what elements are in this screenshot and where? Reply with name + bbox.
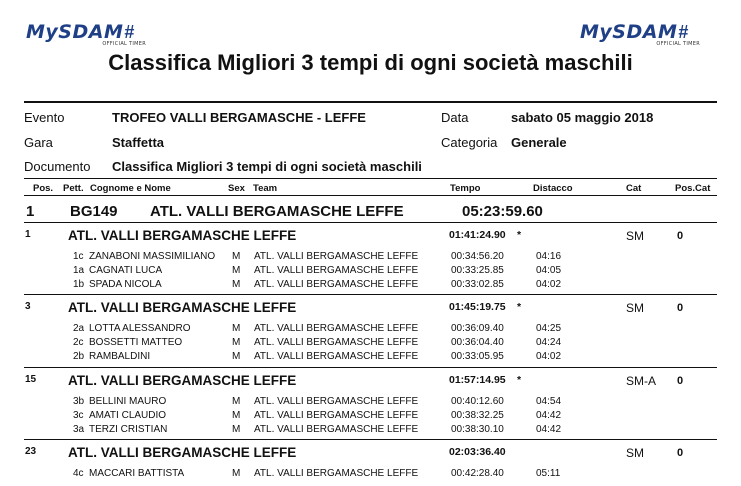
athlete-pett: 4c <box>73 468 84 479</box>
logo-hash-icon: # <box>124 22 135 42</box>
athlete-name: SPADA NICOLA <box>89 279 162 290</box>
athlete-team: ATL. VALLI BERGAMASCHE LEFFE <box>254 251 419 262</box>
athlete-team: ATL. VALLI BERGAMASCHE LEFFE <box>254 424 419 435</box>
athlete-name: TERZI CRISTIAN <box>89 424 168 435</box>
summary-time: 05:23:59.60 <box>462 203 543 220</box>
divider <box>24 222 717 223</box>
athlete-sex: M <box>232 251 241 262</box>
documento-value: Classifica Migliori 3 tempi di ogni società maschili <box>112 159 422 174</box>
divider <box>24 367 717 368</box>
athlete-gap: 04:02 <box>536 279 562 290</box>
summary-pett: BG149 <box>70 203 118 220</box>
athlete-pett: 1a <box>73 265 85 276</box>
gara-label: Gara <box>24 135 53 150</box>
group-poscat: 0 <box>677 375 684 387</box>
group-poscat: 0 <box>677 302 684 314</box>
athlete-time: 00:36:04.40 <box>451 337 504 348</box>
athlete-gap: 05:11 <box>536 468 561 479</box>
athlete-pett: 3b <box>73 396 85 407</box>
athlete-time: 00:33:02.85 <box>451 279 504 290</box>
gara-value: Staffetta <box>112 135 165 150</box>
summary-pos: 1 <box>26 203 35 220</box>
group-pos: 15 <box>25 374 37 385</box>
athlete-gap: 04:02 <box>536 351 562 362</box>
athlete-pett: 3c <box>73 410 84 421</box>
athlete-name: BOSSETTI MATTEO <box>89 337 183 348</box>
athlete-gap: 04:25 <box>536 323 562 334</box>
summary-team: ATL. VALLI BERGAMASCHE LEFFE <box>150 203 404 220</box>
group-mark: * <box>517 301 522 313</box>
athlete-name: CAGNATI LUCA <box>89 265 163 276</box>
categoria-label: Categoria <box>441 135 498 150</box>
athlete-time: 00:33:25.85 <box>451 265 504 276</box>
athlete-sex: M <box>232 351 241 362</box>
athlete-pett: 1c <box>73 251 84 262</box>
divider <box>24 101 717 103</box>
divider <box>24 294 717 295</box>
athlete-time: 00:38:30.10 <box>451 424 504 435</box>
athlete-sex: M <box>232 424 241 435</box>
athlete-name: AMATI CLAUDIO <box>89 410 167 421</box>
categoria-value: Generale <box>511 135 567 150</box>
data-value: sabato 05 maggio 2018 <box>511 110 654 125</box>
athlete-time: 00:40:12.60 <box>451 396 504 407</box>
group-pos: 23 <box>25 446 37 457</box>
athlete-team: ATL. VALLI BERGAMASCHE LEFFE <box>254 396 419 407</box>
group-time: 01:57:14.95 <box>449 374 506 386</box>
page-title: Classifica Migliori 3 tempi di ogni società maschili <box>108 50 633 75</box>
athlete-team: ATL. VALLI BERGAMASCHE LEFFE <box>254 323 419 334</box>
athlete-sex: M <box>232 468 241 479</box>
athlete-team: ATL. VALLI BERGAMASCHE LEFFE <box>254 279 419 290</box>
divider <box>24 439 717 440</box>
group-team: ATL. VALLI BERGAMASCHE LEFFE <box>68 228 297 243</box>
athlete-pett: 2c <box>73 337 84 348</box>
logo-hash-icon: # <box>678 22 689 42</box>
athlete-team: ATL. VALLI BERGAMASCHE LEFFE <box>254 337 419 348</box>
athlete-gap: 04:54 <box>536 396 562 407</box>
logo-wordmark: MySDAM <box>580 21 678 43</box>
athlete-time: 00:33:05.95 <box>451 351 504 362</box>
athlete-sex: M <box>232 337 241 348</box>
group-cat: SM <box>626 446 644 460</box>
athlete-pett: 3a <box>73 424 85 435</box>
col-poscat: Pos.Cat <box>675 183 711 194</box>
logo-tagline: OFFICIAL TIMER <box>656 41 700 47</box>
athlete-team: ATL. VALLI BERGAMASCHE LEFFE <box>254 265 419 276</box>
logo-wordmark: MySDAM <box>26 21 124 43</box>
athlete-pett: 1b <box>73 279 85 290</box>
athlete-time: 00:42:28.40 <box>451 468 504 479</box>
athlete-time: 00:36:09.40 <box>451 323 504 334</box>
group-pos: 1 <box>25 229 31 240</box>
athlete-sex: M <box>232 323 241 334</box>
athlete-name: LOTTA ALESSANDRO <box>89 323 191 334</box>
athlete-gap: 04:42 <box>536 410 562 421</box>
col-tempo: Tempo <box>450 183 481 194</box>
group-cat: SM-A <box>626 374 656 388</box>
group-cat: SM <box>626 229 644 243</box>
documento-label: Documento <box>24 159 91 174</box>
athlete-name: MACCARI BATTISTA <box>89 468 185 479</box>
col-pos: Pos. <box>33 183 54 194</box>
group-poscat: 0 <box>677 230 684 242</box>
group-team: ATL. VALLI BERGAMASCHE LEFFE <box>68 445 297 460</box>
group-team: ATL. VALLI BERGAMASCHE LEFFE <box>68 300 297 315</box>
athlete-gap: 04:24 <box>536 337 562 348</box>
athlete-team: ATL. VALLI BERGAMASCHE LEFFE <box>254 410 419 421</box>
group-pos: 3 <box>25 301 31 312</box>
athlete-name: RAMBALDINI <box>89 351 151 362</box>
athlete-sex: M <box>232 410 241 421</box>
evento-value: TROFEO VALLI BERGAMASCHE - LEFFE <box>112 110 366 125</box>
col-distacco: Distacco <box>533 183 573 194</box>
athlete-time: 00:38:32.25 <box>451 410 504 421</box>
group-mark: * <box>517 374 522 386</box>
athlete-gap: 04:16 <box>536 251 562 262</box>
group-team: ATL. VALLI BERGAMASCHE LEFFE <box>68 373 297 388</box>
evento-label: Evento <box>24 110 65 125</box>
athlete-sex: M <box>232 396 241 407</box>
group-time: 01:45:19.75 <box>449 301 506 313</box>
divider <box>24 195 717 196</box>
mysdam-logo-right <box>580 22 712 48</box>
athlete-gap: 04:05 <box>536 265 562 276</box>
group-cat: SM <box>626 301 644 315</box>
athlete-team: ATL. VALLI BERGAMASCHE LEFFE <box>254 468 419 479</box>
athlete-gap: 04:42 <box>536 424 562 435</box>
athlete-sex: M <box>232 265 241 276</box>
logo-tagline: OFFICIAL TIMER <box>102 41 146 47</box>
athlete-name: ZANABONI MASSIMILIANO <box>89 251 216 262</box>
group-time: 01:41:24.90 <box>449 229 506 241</box>
col-pett: Pett. <box>63 183 84 194</box>
group-mark: * <box>517 229 522 241</box>
divider <box>24 178 717 179</box>
col-cat: Cat <box>626 183 642 194</box>
athlete-time: 00:34:56.20 <box>451 251 504 262</box>
athlete-pett: 2a <box>73 323 85 334</box>
data-label: Data <box>441 110 469 125</box>
group-poscat: 0 <box>677 447 684 459</box>
group-time: 02:03:36.40 <box>449 446 506 458</box>
athlete-name: BELLINI MAURO <box>89 396 167 407</box>
mysdam-logo-left <box>26 22 158 48</box>
col-team: Team <box>253 183 278 194</box>
athlete-sex: M <box>232 279 241 290</box>
col-sex: Sex <box>228 183 245 194</box>
col-name: Cognome e Nome <box>90 183 171 194</box>
athlete-pett: 2b <box>73 351 85 362</box>
athlete-team: ATL. VALLI BERGAMASCHE LEFFE <box>254 351 419 362</box>
